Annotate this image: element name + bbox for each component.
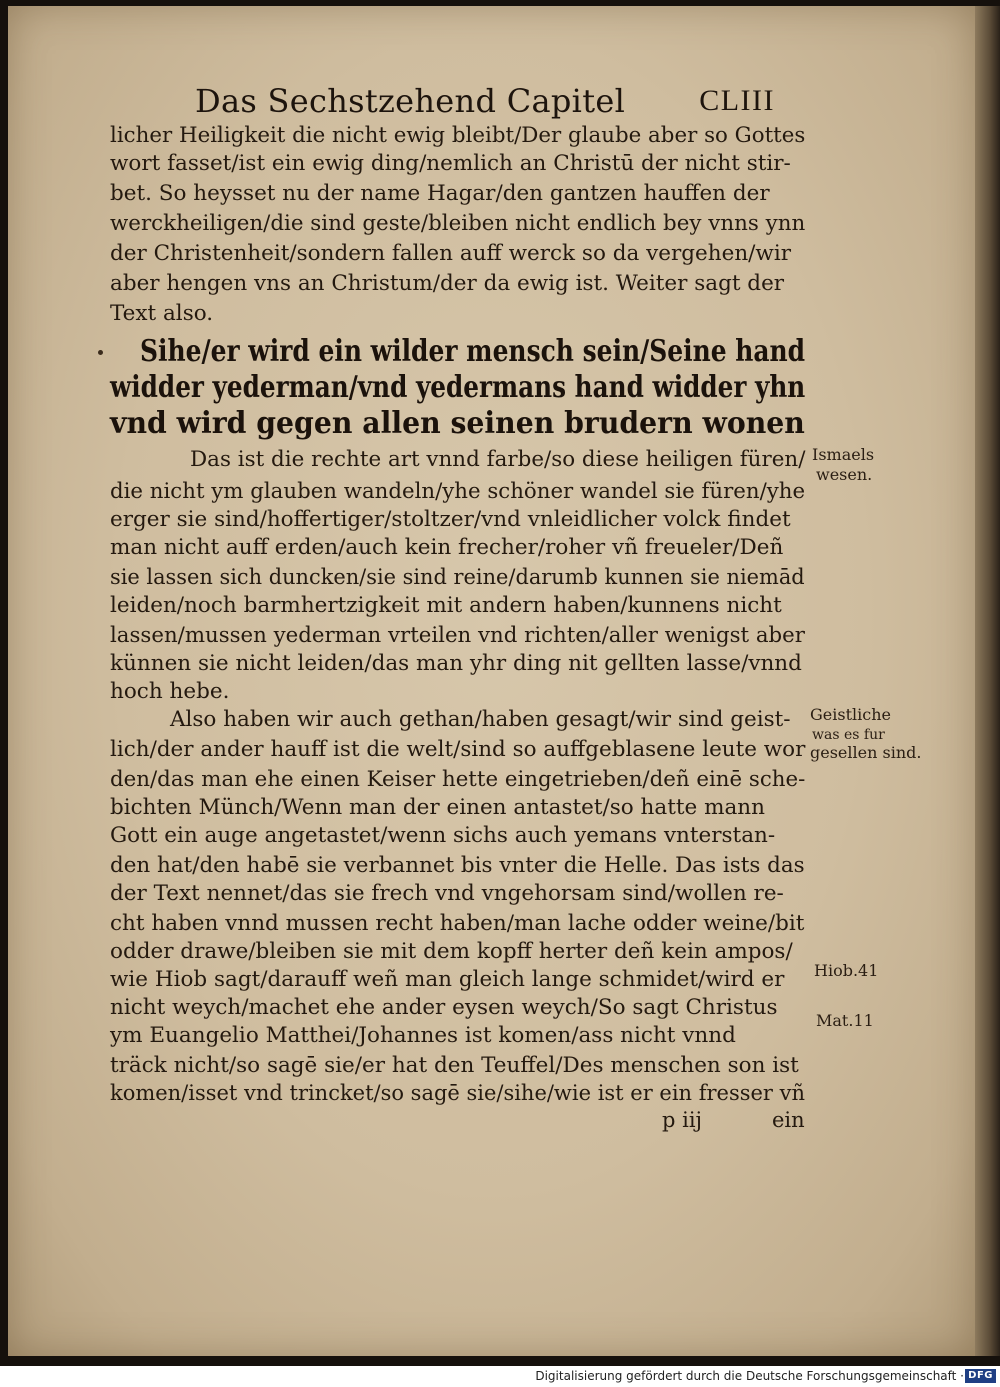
text-line: den/das man ehe einen Keiser hette eingetrieben/deñ einē sche-: [110, 767, 806, 792]
signature-mark: p iij: [662, 1108, 703, 1132]
text-line: lassen/mussen yederman vrteilen vnd richten/aller wenigst aber: [110, 623, 805, 648]
running-head: [195, 82, 775, 122]
dfg-logo: DFG: [965, 1369, 996, 1383]
text-line: Text also.: [110, 301, 214, 326]
marginal-note-geistliche: was es fur: [812, 727, 885, 743]
text-line: ym Euangelio Matthei/Johannes ist komen/ass nicht vnnd: [110, 1023, 736, 1048]
text-line: sie lassen sich duncken/sie sind reine/darumb kunnen sie niemād: [110, 565, 805, 590]
text-line: Gott ein auge angetastet/wenn sichs auch yemans vnterstan-: [110, 823, 776, 848]
text-line: hoch hebe.: [110, 679, 230, 704]
text-line: der Text nennet/das sie frech vnd vngehorsam sind/wollen re-: [110, 881, 784, 906]
folio-number: CLIII: [699, 84, 775, 117]
text-line: lich/der ander hauff ist die welt/sind so auffgeblasene leute wor: [110, 737, 806, 762]
page-edge-shadow: [975, 6, 1000, 1356]
scripture-quote-line: vnd wird gegen allen seinen brudern wonen: [110, 406, 805, 441]
text-line: nicht weych/machet ehe ander eysen weych/So sagt Christus: [110, 995, 778, 1020]
text-line: Das ist die rechte art vnnd farbe/so diese heiligen füren/: [190, 447, 806, 472]
text-line: wie Hiob sagt/darauff weñ man gleich lange schmidet/wird er: [110, 967, 785, 992]
text-line: der Christenheit/sondern fallen auff werck so da vergehen/wir: [110, 241, 791, 266]
text-line: künnen sie nicht leiden/das man yhr ding nit gellten lasse/vnnd: [110, 651, 802, 676]
text-line: träck nicht/so sagē sie/er hat den Teuffel/Des menschen son ist: [110, 1053, 799, 1078]
scripture-quote-line: widder yederman/vnd yedermans hand widder yhn: [110, 370, 806, 405]
funding-credit: Digitalisierung gefördert durch die Deutsche Forschungsgemeinschaft ·: [535, 1369, 964, 1383]
text-line: man nicht auff erden/auch kein frecher/roher vñ freueler/Deñ: [110, 535, 784, 560]
marginal-note-geistliche: Geistliche: [810, 705, 891, 724]
text-line: den hat/den habē sie verbannet bis vnter die Helle. Das ists das: [110, 853, 805, 878]
chapter-heading: Das Sechstzehend Capitel: [195, 82, 626, 120]
digitization-footer: [0, 1366, 1000, 1387]
text-line: aber hengen vns an Christum/der da ewig ist. Weiter sagt der: [110, 271, 785, 296]
text-line: licher Heiligkeit die nicht ewig bleibt/Der glaube aber so Gottes: [110, 123, 806, 148]
text-line: die nicht ym glauben wandeln/yhe schöner wandel sie füren/yhe: [110, 479, 806, 504]
text-line: cht haben vnnd mussen recht haben/man lache odder weine/bit: [110, 911, 805, 936]
text-line: bichten Münch/Wenn man der einen antastet/so hatte mann: [110, 795, 765, 820]
marginal-note-hiob: Hiob.41: [814, 961, 879, 980]
marginal-note-geistliche: gesellen sind.: [810, 743, 922, 762]
text-line: odder drawe/bleiben sie mit dem kopff herter deñ kein ampos/: [110, 939, 793, 964]
paragraph-mark: [98, 350, 103, 355]
marginal-note-ismaels: Ismaels: [812, 445, 875, 464]
text-line: werckheiligen/die sind geste/bleiben nicht endlich bey vnns ynn: [110, 211, 806, 236]
marginal-note-matthew: Mat.11: [816, 1011, 874, 1030]
catchword: ein: [772, 1108, 805, 1132]
text-line: komen/isset vnd trincket/so sagē sie/sihe/wie ist er ein fresser vñ: [110, 1081, 805, 1106]
scripture-quote-line: Sihe/er wird ein wilder mensch sein/Seine hand: [140, 334, 806, 369]
text-line: leiden/noch barmhertzigkeit mit andern haben/kunnens nicht: [110, 593, 782, 618]
text-line: wort fasset/ist ein ewig ding/nemlich an Christū der nicht stir-: [110, 151, 791, 176]
text-line: bet. So heysset nu der name Hagar/den gantzen hauffen der: [110, 181, 770, 206]
text-line: erger sie sind/hoffertiger/stoltzer/vnd vnleidlicher volck findet: [110, 507, 791, 532]
marginal-note-ismaels: wesen.: [816, 465, 873, 484]
text-line: Also haben wir auch gethan/haben gesagt/wir sind geist-: [170, 707, 791, 732]
